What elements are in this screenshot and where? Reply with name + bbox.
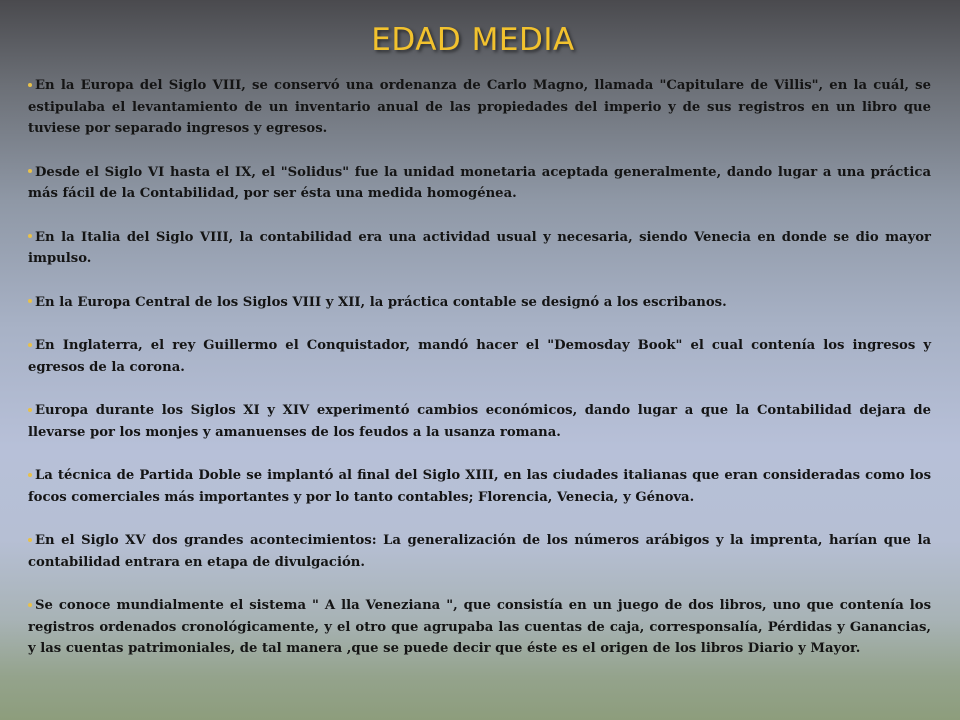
bullet-paragraph	[28, 292, 931, 314]
paragraph-text: En Inglaterra, el rey Guillermo el Conquistador, mandó hacer el "Demosday Book" el cual contenía los ingresos y egresos de la corona.	[28, 338, 931, 375]
slide-body	[28, 75, 931, 682]
bullet-paragraph	[28, 162, 931, 205]
bullet-paragraph	[28, 75, 931, 140]
bullet-icon	[28, 538, 32, 542]
bullet-icon	[28, 473, 32, 477]
bullet-paragraph	[28, 400, 931, 443]
paragraph-text: Desde el Siglo VI hasta el IX, el "Solidus" fue la unidad monetaria aceptada generalmente, dando lugar a una práctica más fácil de la Contabilidad, por ser ésta una medida homogénea.	[28, 164, 931, 201]
bullet-paragraph	[28, 465, 931, 508]
paragraph-text: Se conoce mundialmente el sistema " A lla Veneziana ", que consistía en un juego de dos libros, uno que contenía los registros ordenados cronológicamente, y el otro que agrupaba las cuentas de caja, corresponsalía, Pérdidas y Ganancias, y las cuentas patrimoniales, de tal manera ,que se puede decir que éste es el origen de los libros Diario y Mayor.	[28, 598, 931, 656]
bullet-paragraph	[28, 227, 931, 270]
bullet-paragraph	[28, 335, 931, 378]
bullet-icon	[28, 299, 32, 303]
bullet-icon	[28, 408, 32, 412]
bullet-paragraph	[28, 595, 931, 660]
bullet-paragraph	[28, 530, 931, 573]
paragraph-text: En la Italia del Siglo VIII, la contabilidad era una actividad usual y necesaria, siendo Venecia en donde se dio mayor impulso.	[28, 229, 931, 266]
paragraph-text: En la Europa del Siglo VIII, se conservó una ordenanza de Carlo Magno, llamada "Capitulare de Villis", en la cuál, se estipulaba el levantamiento de un inventario anual de las propiedades del imperio y de sus registros en un libro que tuviese por separado ingresos y egresos.	[28, 78, 931, 136]
paragraph-text: Europa durante los Siglos XI y XIV experimentó cambios económicos, dando lugar a que la Contabilidad dejara de llevarse por los monjes y amanuenses de los feudos a la usanza romana.	[28, 403, 931, 440]
bullet-icon	[28, 234, 32, 238]
bullet-icon	[28, 169, 32, 173]
bullet-icon	[28, 343, 32, 347]
slide-title: EDAD MEDIA	[371, 22, 575, 58]
bullet-icon	[28, 603, 32, 607]
bullet-icon	[28, 83, 32, 87]
paragraph-text: La técnica de Partida Doble se implantó al final del Siglo XIII, en las ciudades italianas que eran consideradas como los focos comerciales más importantes y por lo tanto contables; Florencia, Venecia, y Génova.	[28, 468, 931, 505]
paragraph-text: En el Siglo XV dos grandes acontecimientos: La generalización de los números arábigos y la imprenta, harían que la contabilidad entrara en etapa de divulgación.	[28, 533, 931, 570]
paragraph-text: En la Europa Central de los Siglos VIII y XII, la práctica contable se designó a los escribanos.	[35, 294, 727, 310]
